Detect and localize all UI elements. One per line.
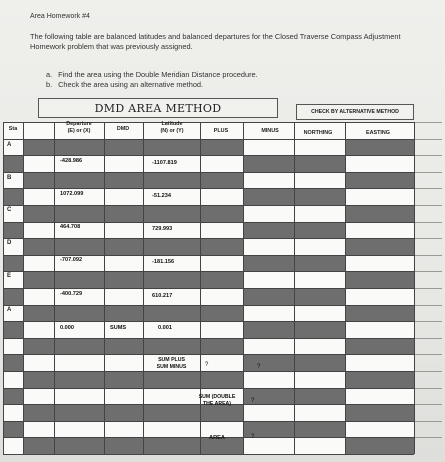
table-shaded-cell [200, 305, 243, 322]
table-cell [3, 205, 23, 222]
ruled-line [414, 288, 442, 289]
table-shaded-cell [54, 205, 104, 222]
col-header-dmd: DMD [116, 126, 130, 132]
check-method-title-box [296, 104, 414, 120]
table-shaded-cell [104, 238, 143, 255]
table-shaded-cell [345, 205, 414, 222]
ruled-line [414, 188, 442, 189]
ruled-line [414, 338, 442, 339]
double-area-label-line2: THE AREA) [202, 400, 232, 407]
table-shaded-cell [3, 321, 23, 338]
col-header-northing: NORTHING [303, 130, 333, 136]
table-cell [243, 205, 294, 222]
table-shaded-cell [200, 139, 243, 156]
table-shaded-cell [345, 404, 414, 421]
table-cell [23, 388, 54, 405]
table-row-line [3, 421, 414, 422]
page-title: Area Homework #4 [30, 13, 90, 20]
table-shaded-cell [143, 271, 200, 288]
table-cell [200, 155, 243, 172]
table-cell [200, 188, 243, 205]
table-cell [54, 421, 104, 438]
latitude-value: 729.993 [152, 226, 173, 232]
step-marker: b. [46, 80, 53, 89]
table-shaded-cell [294, 155, 345, 172]
table-shaded-cell [243, 288, 294, 305]
table-shaded-cell [23, 271, 54, 288]
ruled-line [414, 388, 442, 389]
table-shaded-cell [143, 338, 200, 355]
table-shaded-cell [54, 437, 104, 454]
departure-value: -428.986 [60, 158, 83, 164]
station-label: B [7, 175, 12, 181]
table-shaded-cell [200, 238, 243, 255]
table-shaded-cell [294, 354, 345, 371]
table-row-line [3, 139, 414, 140]
ruled-line [414, 404, 442, 405]
table-shaded-cell [143, 172, 200, 189]
step-marker: a. [46, 70, 53, 79]
table-shaded-cell [345, 271, 414, 288]
table-row-line [3, 271, 414, 272]
table-shaded-cell [104, 371, 143, 388]
table-shaded-cell [23, 205, 54, 222]
table-shaded-cell [294, 288, 345, 305]
table-shaded-cell [23, 238, 54, 255]
ruled-line [414, 305, 442, 306]
table-row-line [3, 188, 414, 189]
table-shaded-cell [294, 321, 345, 338]
ruled-line [414, 437, 442, 438]
table-cell [243, 271, 294, 288]
table-shaded-cell [143, 205, 200, 222]
table-shaded-cell [3, 255, 23, 272]
table-shaded-cell [23, 305, 54, 322]
table-shaded-cell [104, 205, 143, 222]
col-header-departure-line1: Departure [66, 121, 92, 127]
table-shaded-cell [143, 371, 200, 388]
col-header-departure [54, 121, 104, 135]
sum-minus-label: SUM MINUS [156, 363, 187, 370]
table-cell [104, 421, 143, 438]
table-cell [243, 139, 294, 156]
table-cell [200, 288, 243, 305]
ruled-line [414, 371, 442, 372]
latitude-value: -51.234 [152, 193, 171, 199]
table-shaded-cell [104, 172, 143, 189]
table-cell [104, 388, 143, 405]
latitude-value: -181.156 [152, 259, 175, 265]
table-cell [3, 271, 23, 288]
dmd-table-title: DMD AREA METHOD [94, 101, 222, 115]
table-shaded-cell [294, 222, 345, 239]
table-cell [294, 172, 345, 189]
table-row-line [3, 172, 414, 173]
ruled-line [414, 155, 442, 156]
table-shaded-cell [3, 222, 23, 239]
area-label: AREA [209, 435, 225, 441]
table-shaded-cell [200, 205, 243, 222]
station-label: D [7, 240, 12, 246]
table-shaded-cell [54, 238, 104, 255]
table-cell [345, 354, 414, 371]
table-shaded-cell [54, 139, 104, 156]
table-column-line [3, 122, 4, 454]
table-cell [23, 222, 54, 239]
table-shaded-cell [23, 404, 54, 421]
table-shaded-cell [23, 139, 54, 156]
table-shaded-cell [23, 437, 54, 454]
ruled-line [414, 222, 442, 223]
ruled-line [414, 271, 442, 272]
table-shaded-cell [23, 338, 54, 355]
table-cell [294, 271, 345, 288]
table-row-line [3, 388, 414, 389]
table-row-line [3, 338, 414, 339]
ruled-line [414, 139, 442, 140]
table-column-line [54, 122, 55, 454]
table-cell [54, 354, 104, 371]
table-cell [294, 338, 345, 355]
table-row-line [3, 371, 414, 372]
table-cell [104, 255, 143, 272]
table-cell [104, 288, 143, 305]
ruled-line [414, 354, 442, 355]
table-cell [243, 338, 294, 355]
table-shaded-cell [54, 404, 104, 421]
table-cell [23, 122, 54, 139]
table-shaded-cell [345, 371, 414, 388]
table-cell [23, 188, 54, 205]
table-column-line [345, 122, 346, 454]
table-cell [243, 371, 294, 388]
table-shaded-cell [243, 321, 294, 338]
departure-value: 1072.099 [60, 191, 84, 197]
table-shaded-cell [294, 421, 345, 438]
sum-latitude-value: 0.001 [158, 325, 172, 331]
col-header-departure-line2: (E) or (X) [67, 128, 91, 134]
table-shaded-cell [345, 338, 414, 355]
latitude-value: -1107.819 [152, 160, 177, 166]
table-shaded-cell [104, 338, 143, 355]
table-shaded-cell [345, 172, 414, 189]
double-area-label-line1: SUM (DOUBLE [198, 394, 236, 400]
table-shaded-cell [345, 238, 414, 255]
table-shaded-cell [294, 388, 345, 405]
station-label: A [7, 307, 12, 313]
table-row-line [3, 155, 414, 156]
table-shaded-cell [200, 172, 243, 189]
table-cell [345, 321, 414, 338]
table-shaded-cell [243, 255, 294, 272]
check-method-title: CHECK BY ALTERNATIVE METHOD [311, 109, 399, 115]
latitude-value: 610.217 [152, 293, 173, 299]
table-cell [3, 172, 23, 189]
double-area-value: ? [251, 398, 255, 404]
table-cell [3, 371, 23, 388]
table-shaded-cell [104, 437, 143, 454]
col-header-latitude-line1: Latitude [161, 121, 183, 127]
step-text: Find the area using the Double Meridian Distance procedure. [58, 70, 258, 79]
departure-value: -707.092 [60, 257, 83, 263]
table-shaded-cell [104, 139, 143, 156]
table-cell [345, 288, 414, 305]
ruled-line [414, 238, 442, 239]
step-text: Check the area using an alternative method. [58, 80, 204, 89]
table-cell [3, 238, 23, 255]
table-cell [104, 155, 143, 172]
table-cell [3, 338, 23, 355]
table-cell [23, 321, 54, 338]
table-cell [54, 388, 104, 405]
table-shaded-cell [200, 338, 243, 355]
table-row-line [3, 238, 414, 239]
table-cell [294, 305, 345, 322]
table-shaded-cell [3, 388, 23, 405]
table-cell [294, 371, 345, 388]
table-shaded-cell [345, 139, 414, 156]
ruled-line [414, 172, 442, 173]
table-cell [3, 139, 23, 156]
table-shaded-cell [143, 437, 200, 454]
table-cell [3, 305, 23, 322]
table-row-line [3, 321, 414, 322]
table-shaded-cell [54, 305, 104, 322]
table-column-line [143, 122, 144, 454]
table-cell [200, 222, 243, 239]
departure-value: 464.708 [60, 224, 81, 230]
table-cell [200, 255, 243, 272]
sum-plus-minus-label [143, 357, 200, 370]
table-cell [3, 437, 23, 454]
col-header-minus: MINUS [261, 128, 279, 134]
table-shaded-cell [3, 421, 23, 438]
table-column-line [414, 122, 415, 454]
table-cell [3, 404, 23, 421]
table-shaded-cell [294, 255, 345, 272]
table-cell [243, 305, 294, 322]
table-shaded-cell [3, 155, 23, 172]
table-row-line [3, 305, 414, 306]
station-label: A [7, 142, 12, 148]
table-column-line [104, 122, 105, 454]
table-shaded-cell [243, 222, 294, 239]
instructions-paragraph: The following table are balanced latitudes and balanced departures for the Closed Traverse Compass Adjustment Homework problem that was previously assigned. [30, 32, 401, 51]
table-row-line [3, 255, 414, 256]
table-row-line [3, 354, 414, 355]
sum-plus-value: ? [205, 362, 209, 368]
table-cell [294, 437, 345, 454]
table-row-line [3, 288, 414, 289]
ruled-line [414, 421, 442, 422]
table-cell [294, 238, 345, 255]
sum-departure-value: 0.000 [60, 325, 74, 331]
ruled-line [414, 122, 442, 123]
table-cell [200, 321, 243, 338]
area-value: ? [251, 434, 255, 440]
table-shaded-cell [3, 354, 23, 371]
table-shaded-cell [54, 338, 104, 355]
table-shaded-cell [243, 188, 294, 205]
ruled-line [414, 205, 442, 206]
table-cell [104, 188, 143, 205]
double-area-label [190, 394, 244, 407]
dmd-table-title-box [38, 98, 278, 118]
table-row-line [3, 205, 414, 206]
table-cell [243, 238, 294, 255]
table-row-line [3, 222, 414, 223]
table-shaded-cell [143, 238, 200, 255]
table-shaded-cell [345, 437, 414, 454]
table-column-line [294, 122, 295, 454]
col-header-latitude-line2: (N) or (Y) [160, 128, 184, 134]
table-shaded-cell [143, 139, 200, 156]
sum-plus-label: SUM PLUS [158, 357, 185, 363]
table-shaded-cell [104, 271, 143, 288]
col-header-sta: Sta [8, 126, 18, 132]
ruled-line [414, 255, 442, 256]
table-cell [345, 188, 414, 205]
table-cell [294, 404, 345, 421]
table-cell [104, 354, 143, 371]
col-header-latitude [148, 121, 196, 135]
table-shaded-cell [243, 155, 294, 172]
table-shaded-cell [54, 371, 104, 388]
col-header-easting: EASTING [366, 130, 390, 136]
table-cell [294, 139, 345, 156]
table-shaded-cell [3, 188, 23, 205]
ruled-line [414, 321, 442, 322]
table-shaded-cell [294, 188, 345, 205]
table-cell [345, 421, 414, 438]
table-shaded-cell [3, 288, 23, 305]
departure-value: -400.729 [60, 291, 83, 297]
table-column-line [23, 122, 24, 454]
table-shaded-cell [104, 305, 143, 322]
station-label: E [7, 273, 12, 279]
table-shaded-cell [104, 404, 143, 421]
table-cell [23, 288, 54, 305]
table-cell [345, 222, 414, 239]
table-cell [345, 255, 414, 272]
table-shaded-cell [243, 354, 294, 371]
table-row-line [3, 454, 414, 455]
table-cell [104, 222, 143, 239]
table-shaded-cell [54, 271, 104, 288]
table-cell [23, 255, 54, 272]
table-cell [23, 155, 54, 172]
table-shaded-cell [54, 172, 104, 189]
sum-minus-value: ? [257, 364, 261, 370]
table-shaded-cell [200, 371, 243, 388]
table-cell [294, 205, 345, 222]
table-cell [243, 404, 294, 421]
table-cell [243, 172, 294, 189]
table-shaded-cell [23, 371, 54, 388]
table-shaded-cell [345, 305, 414, 322]
table-cell [23, 421, 54, 438]
table-shaded-cell [200, 271, 243, 288]
table-cell [23, 354, 54, 371]
table-cell [345, 388, 414, 405]
table-cell [143, 421, 200, 438]
sums-label: SUMS [110, 325, 127, 331]
table-cell [345, 155, 414, 172]
station-label: C [7, 207, 12, 213]
col-header-plus: PLUS [213, 128, 229, 134]
table-shaded-cell [143, 305, 200, 322]
table-shaded-cell [23, 172, 54, 189]
